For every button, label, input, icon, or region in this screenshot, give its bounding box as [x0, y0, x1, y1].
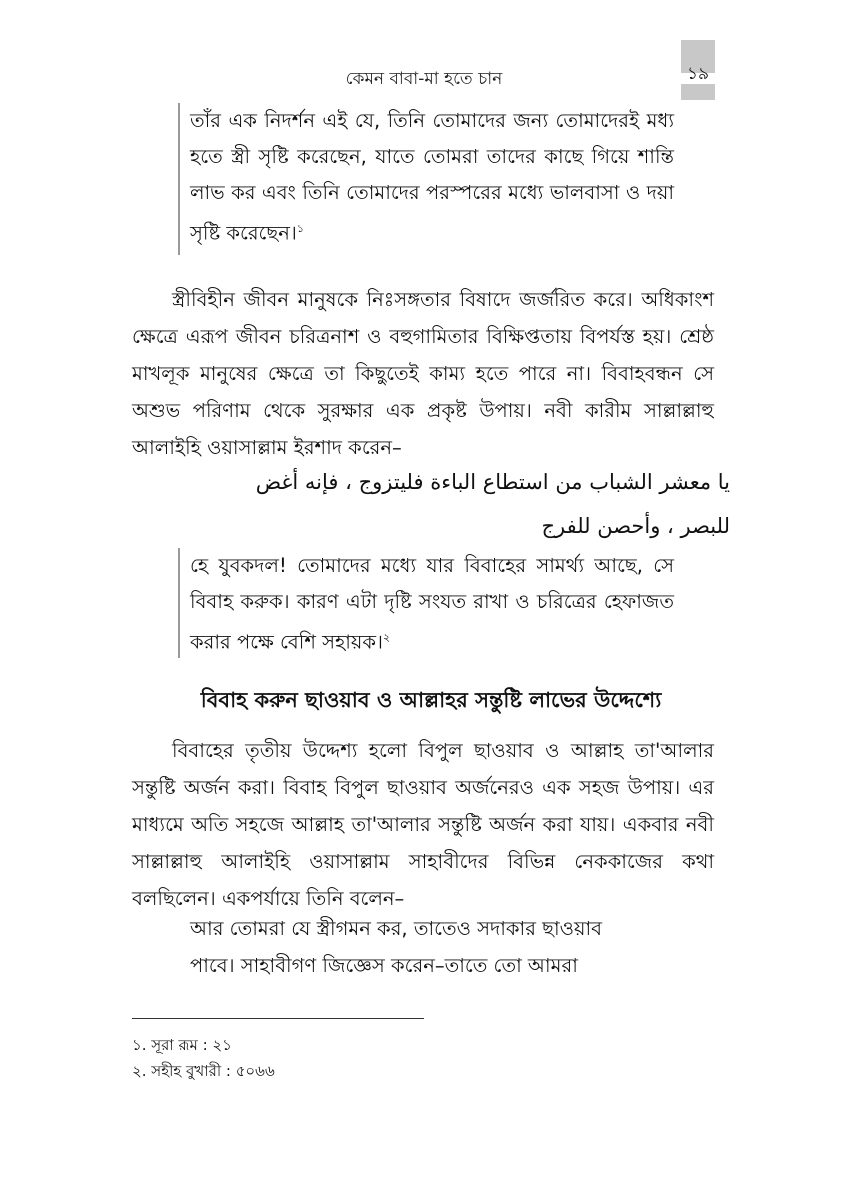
page-number: ১৯ — [686, 64, 710, 84]
paragraph-text: বিবাহের তৃতীয় উদ্দেশ্য হলো বিপুল ছাওয়াব ও আল্লাহ তা'আলার সন্তুষ্টি অর্জন করা। বিবাহ বিপুল ছাওয়াব অর্জনেরও এক সহজ উপায়। এর মাধ্যমে অতি সহজে আল্লাহ তা'আলার সন্তুষ্টি অর্জন করা যায়। একবার নবী সাল্লাল্লাহু আলাইহি ওয়াসাল্লাম সাহাবীদের বিভিন্ন নেককাজের কথা বলছিলেন। একপর্যায়ে তিনি বলেন– — [132, 739, 714, 910]
quote-1-text: তাঁর এক নিদর্শন এই যে, তিনি তোমাদের জন্য তোমাদেরই মধ্য হতে স্ত্রী সৃষ্টি করেছেন, যাতে তোমরা তাদের কাছে গিয়ে শান্তি লাভ কর এবং তিনি তোমাদের পরস্পরের মধ্যে ভালবাসা ও দয়া সৃষ্টি করেছেন। — [190, 109, 674, 245]
footnote-divider — [132, 1018, 424, 1019]
footnote-ref-1[interactable]: ১ — [296, 222, 304, 235]
continuation-line-1: আর তোমরা যে স্ত্রীগমন কর, তাতেও সদাকার ছাওয়াব — [190, 917, 602, 940]
quote-2-text: হে যুবকদল! তোমাদের মধ্যে যার বিবাহের সামর্থ্য আছে, সে বিবাহ করুক। কারণ এটা দৃষ্টি সংযত রাখা ও চরিত্রের হেফাজত করার পক্ষে বেশি সহায়ক। — [190, 554, 674, 654]
continuation-line-2: পাবে। সাহাবীগণ জিজ্ঞেস করেন–তাতে তো আমরা — [190, 954, 578, 977]
hadith-quote-continuation — [190, 910, 660, 984]
footnote-2: ২. সহীহ বুখারী : ৫০৬৬ — [132, 1062, 275, 1080]
arabic-line-1: يا معشر الشباب من استطاع الباءة فليتزوج ، فإنه أغض — [255, 470, 730, 494]
quote-text — [190, 548, 674, 661]
section-heading: বিবাহ করুন ছাওয়াব ও আল্লাহর সন্তুষ্টি লাভের উদ্দেশ্যে — [200, 688, 662, 712]
body-paragraph-1 — [132, 281, 714, 466]
arabic-line-2: للبصر ، وأحصن للفرج — [541, 514, 730, 538]
running-header-title: কেমন বাবা-মা হতে চান — [345, 69, 503, 89]
quote-text — [190, 103, 674, 252]
paragraph-text: স্ত্রীবিহীন জীবন মানুষকে নিঃসঙ্গতার বিষাদে জর্জরিত করে। অধিকাংশ ক্ষেত্রে এরূপ জীবন চরিত্রনাশ ও বহুগামিতার বিক্ষিপ্ততায় বিপর্যস্ত হয়। শ্রেষ্ঠ মাখলূক মানুষের ক্ষেত্রে তা কিছুতেই কাম্য হতে পারে না। বিবাহবন্ধন সে অশুভ পরিণাম থেকে সুরক্ষার এক প্রকৃষ্ট উপায়। নবী কারীম সাল্লাল্লাহু আলাইহি ওয়াসাল্লাম ইরশাদ করেন– — [132, 288, 714, 459]
footnote-1: ১. সূরা রূম : ২১ — [132, 1036, 232, 1054]
body-paragraph-2 — [132, 732, 714, 917]
hadith-translation-quote — [178, 548, 674, 658]
footnotes — [132, 1032, 632, 1084]
arabic-hadith-text — [190, 460, 730, 548]
quran-translation-quote — [178, 103, 674, 255]
footnote-ref-2[interactable]: ২ — [382, 631, 391, 644]
